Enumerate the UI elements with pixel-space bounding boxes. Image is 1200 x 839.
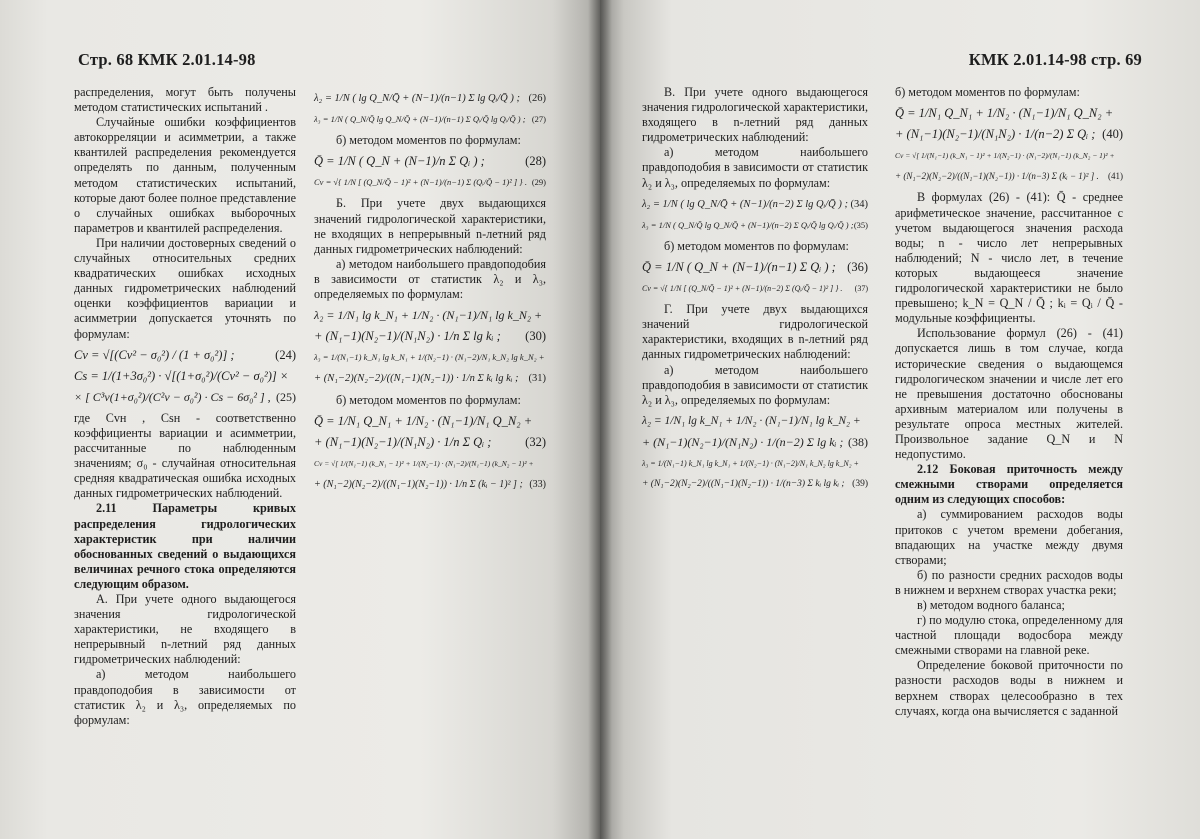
formula-expression: + (N₁−2)(N₂−2)/((N₁−1)(N₂−1)) · 1/(n−3) Σ kᵢ lg kᵢ ;: [642, 479, 845, 490]
paragraph: б) по разности средних расходов воды в нижнем и верхнем створах участка реки;: [895, 567, 1123, 597]
formula-number: (40): [1102, 127, 1123, 142]
formula-expression: λ₃ = 1/N ( Q_N/Q̄ lg Q_N/Q̄ + (N−1)/(n−1) Σ Qᵢ/Q̄ lg Qᵢ/Q̄ ) ;: [314, 114, 526, 125]
paragraph: При наличии достоверных сведений о случайных относительных средних квадратических ошибках исходных данных гидрометрических наблюдений оценки коэффициентов вариации и асимметрии допускается уточнять по формулам:: [74, 235, 296, 341]
paragraph: Использование формул (26) - (41) допускается лишь в том случае, когда исторические сведения о выдающемся гидрологическом значении и числе лет его не превышения достаточно обоснованы архивным материалом или получены в результате опроса местных жителей. Произвольное задание Q_N и N недопустимо.: [895, 326, 1123, 462]
paragraph: А. При учете одного выдающегося значения гидрологической характеристики, не входящего в непрерывный n-летний ряд данных гидрометрических наблюдений:: [74, 592, 296, 667]
formula: [314, 414, 546, 429]
formula-expression: λ₂ = 1/N₁ lg k_N₁ + 1/N₂ · (N₁−1)/N₁ lg k_N₂ +: [314, 308, 543, 323]
formula-expression: λ₃ = 1/N ( Q_N/Q̄ lg Q_N/Q̄ + (N−1)/(n−2) Σ Qᵢ/Q̄ lg Qᵢ/Q̄ ) ;: [642, 219, 854, 230]
formula-expression: Q̄ = 1/N ( Q_N + (N−1)/n Σ Qᵢ ) ;: [314, 154, 485, 169]
paragraph: б) методом моментов по формулам:: [895, 85, 1080, 99]
formula-expression: Cv = √[ 1/(N₁−1) (k_N₁ − 1)² + 1/(N₂−1) · (N₁−2)/(N₁−1) (k_N₂ − 1)² +: [895, 151, 1115, 161]
formula-expression: + (N₁−1)(N₂−1)/(N₁N₂) · 1/(n−2) Σ Qᵢ ;: [895, 127, 1096, 142]
formula: [895, 148, 1123, 163]
formula-number: (24): [275, 347, 296, 362]
formula-number: (38): [848, 434, 868, 449]
formula-number: (37): [854, 284, 868, 294]
formula-number: (35): [853, 219, 868, 230]
formula: [642, 260, 868, 275]
right-page: [600, 0, 1200, 839]
paragraph: Определение боковой приточности по разности расходов воды в нижнем и верхнем створах целесообразно в тех случаях, когда она вычисляется с заданной: [895, 658, 1123, 718]
right-page-column-2: [895, 85, 1123, 719]
paragraph: а) методом наибольшего правдоподобия в зависимости от статистик λ₂ и λ₃, определяемых по формулам:: [74, 667, 296, 727]
formula: [74, 348, 296, 363]
paragraph: г) по модулю стока, определенному для частной площади водосбора между смежными створами на главной реке.: [895, 613, 1123, 658]
formula-number: (31): [528, 373, 546, 385]
formula-expression: Cv = √[ 1/(N₁−1) (k_N₁ − 1)² + 1/(N₂−1) · (N₁−2)/(N₁−1) (k_N₂ − 1)² +: [314, 458, 534, 468]
formula: [314, 154, 546, 169]
book-gutter-shadow: [588, 0, 612, 839]
paragraph: распределения, могут быть получены методом статистических испытаний .: [74, 85, 296, 115]
paragraph: В. При учете одного выдающегося значения гидрологической характеристики, входящего в n-летний ряд данных гидрометрических наблюдений:: [642, 85, 868, 145]
paragraph: где Cvн , Csн - соответственно коэффициенты вариации и асимметрии, рассчитанные по наблюденным значениям; σ₀ - случайная относительная средняя квадратическая ошибка исходных данных гидрометрических наблюдений.: [74, 410, 296, 501]
formula-expression: × [ C³v(1+σ₀²)/(C²v − σ₀²) · Cs − 6σ₀² ] ,: [74, 389, 271, 404]
formula-expression: Cv = √[(Cv² − σ₀²) / (1 + σ₀²)] ;: [74, 347, 235, 362]
section-paragraph: 2.11 Параметры кривых распределения гидрологических характеристик при наличии обоснованных сведений о выдающихся величинах речного стока определяются следующим образом.: [74, 501, 296, 591]
formula-number: (41): [1108, 171, 1123, 182]
formula: [314, 350, 546, 365]
page-header-left: Стр. 68 КМК 2.01.14-98: [78, 50, 256, 69]
page-header-right: КМК 2.01.14-98 стр. 69: [968, 50, 1142, 69]
formula-expression: + (N₁−2)(N₂−2)/((N₁−1)(N₂−1)) · 1/n Σ kᵢ lg kᵢ ;: [314, 373, 519, 385]
formula: [642, 477, 868, 492]
formula: [314, 477, 546, 492]
paragraph: В формулах (26) - (41): Q̄ - среднее арифметическое значение, рассчитанное с учетом выдающегося значения расхода воды; n - число лет непрерывных наблюдений; N - число лет, в течение которых выдающееся значение гидрологической характеристики не было превышено; k_N = Q_N / Q̄ ; kᵢ = Qᵢ / Q̄ - модульные коэффициенты.: [895, 190, 1123, 326]
formula-number: (30): [525, 329, 546, 344]
formula: [314, 371, 546, 386]
formula: [895, 169, 1123, 184]
paragraph: Г. При учете двух выдающихся значений гидрологической характеристики, входящих в n-летний ряд данных гидрометрических наблюдений:: [642, 302, 868, 362]
formula-expression: λ₃ = 1/(N₁−1) k_N₁ lg k_N₁ + 1/(N₂−1) · (N₁−2)/N₁ k_N₂ lg k_N₂ +: [314, 352, 545, 363]
formula-expression: Cv = √{ 1/N [ (Q_N/Q̄ − 1)² + (N−1)/(n−2) Σ (Qᵢ/Q̄ − 1)² ] } .: [642, 284, 843, 294]
formula: [642, 456, 868, 471]
formula-expression: λ₃ = 1/(N₁−1) k_N₁ lg k_N₁ + 1/(N₂−1) · (N₁−2)/N₁ k_N₂ lg k_N₂ +: [642, 458, 859, 468]
paragraph: в) методом водного баланса;: [917, 598, 1065, 612]
formula-expression: + (N₁−1)(N₂−1)/(N₁N₂) · 1/n Σ lg kᵢ ;: [314, 329, 501, 344]
formula-number: (27): [531, 114, 546, 125]
formula: [642, 197, 868, 212]
formula-number: (34): [850, 198, 868, 210]
paragraph: а) методом наибольшего правдоподобия в зависимости от статистик λ₂ и λ₃, определяемых по формулам:: [314, 256, 546, 302]
formula: [314, 329, 546, 344]
formula: [642, 218, 868, 233]
formula-number: (39): [852, 479, 868, 490]
formula: [314, 91, 546, 106]
formula-number: (29): [531, 177, 546, 188]
formula: [314, 435, 546, 450]
paragraph: а) суммированием расходов воды притоков с учетом времени добегания, впадающих на участке между двумя створами;: [895, 507, 1123, 567]
paragraph: б) методом моментов по формулам:: [336, 133, 521, 148]
formula: [895, 106, 1123, 121]
formula: [642, 435, 868, 450]
formula-expression: Cs = 1/(1+3σ₀²) · √[(1+σ₀²)/(Cv² − σ₀²)] ×: [74, 368, 289, 383]
formula: [314, 308, 546, 323]
formula-number: (25): [276, 389, 296, 404]
formula: [895, 127, 1123, 142]
formula-expression: + (N₁−2)(N₂−2)/((N₁−1)(N₂−1)) · 1/n Σ (kᵢ − 1)² ] ;: [314, 478, 523, 490]
formula-expression: + (N₁−1)(N₂−1)/(N₁N₂) · 1/(n−2) Σ lg kᵢ ;: [642, 434, 844, 449]
formula: [314, 112, 546, 127]
formula: [314, 175, 546, 190]
formula-expression: + (N₁−2)(N₂−2)/((N₁−1)(N₂−1)) · 1/(n−3) Σ (kᵢ − 1)² ] .: [895, 171, 1099, 182]
formula-number: (33): [529, 478, 546, 490]
paragraph: Б. При учете двух выдающихся значений гидрологической характеристики, не входящих в непрерывный n-летний ряд данных гидрометрических наблюдений:: [314, 196, 546, 256]
right-page-column-1: [642, 85, 868, 498]
formula-expression: Q̄ = 1/N₁ Q_N₁ + 1/N₂ · (N₁−1)/N₁ Q_N₂ +: [314, 413, 533, 428]
formula-expression: Cv = √{ 1/N [ (Q_N/Q̄ − 1)² + (N−1)/(n−1) Σ (Qᵢ/Q̄ − 1)² ] } .: [314, 177, 527, 188]
formula: [74, 390, 296, 405]
formula: [314, 456, 546, 471]
paragraph: а) методом наибольшего правдоподобия в зависимости от статистик λ₂ и λ₃, определяемых по формулам:: [642, 362, 868, 407]
paragraph: а) методом наибольшего правдоподобия в зависимости от статистик λ₂ и λ₃, определяемых по формулам:: [642, 145, 868, 190]
formula-expression: Q̄ = 1/N ( Q_N + (N−1)/(n−1) Σ Qᵢ ) ;: [642, 259, 836, 274]
formula-expression: Q̄ = 1/N₁ Q_N₁ + 1/N₂ · (N₁−1)/N₁ Q_N₂ +: [895, 106, 1114, 121]
left-page-column-1: [74, 85, 296, 728]
formula-number: (28): [525, 154, 546, 169]
formula-expression: λ₂ = 1/N ( lg Q_N/Q̄ + (N−1)/(n−2) Σ lg Qᵢ/Q̄ ) ;: [642, 198, 849, 210]
formula: [642, 414, 868, 429]
paragraph: б) методом моментов по формулам:: [664, 238, 849, 253]
section-paragraph: 2.12 Боковая приточность между смежными створами определяется одним из следующих способов:: [895, 462, 1123, 507]
formula-number: (36): [847, 259, 868, 274]
formula-expression: λ₂ = 1/N₁ lg k_N₁ + 1/N₂ · (N₁−1)/N₁ lg k_N₂ +: [642, 414, 861, 427]
formula-number: (32): [525, 434, 546, 449]
formula-expression: + (N₁−1)(N₂−1)/(N₁N₂) · 1/n Σ Qᵢ ;: [314, 434, 492, 449]
paragraph: б) методом моментов по формулам:: [336, 392, 521, 407]
formula-number: (26): [528, 93, 546, 104]
left-page-column-2: [314, 85, 546, 498]
formula: [74, 369, 296, 384]
formula: [642, 281, 868, 296]
paragraph: Случайные ошибки коэффициентов автокорреляции и асимметрии, а также квантилей распределения рекомендуется определять по данным, полученным методом статистических испытаний, которые дают более полное представление о случайных ошибках выборочных параметров и квантилей распределения.: [74, 115, 296, 235]
formula-expression: λ₂ = 1/N ( lg Q_N/Q̄ + (N−1)/(n−1) Σ lg Qᵢ/Q̄ ) ;: [314, 93, 521, 104]
